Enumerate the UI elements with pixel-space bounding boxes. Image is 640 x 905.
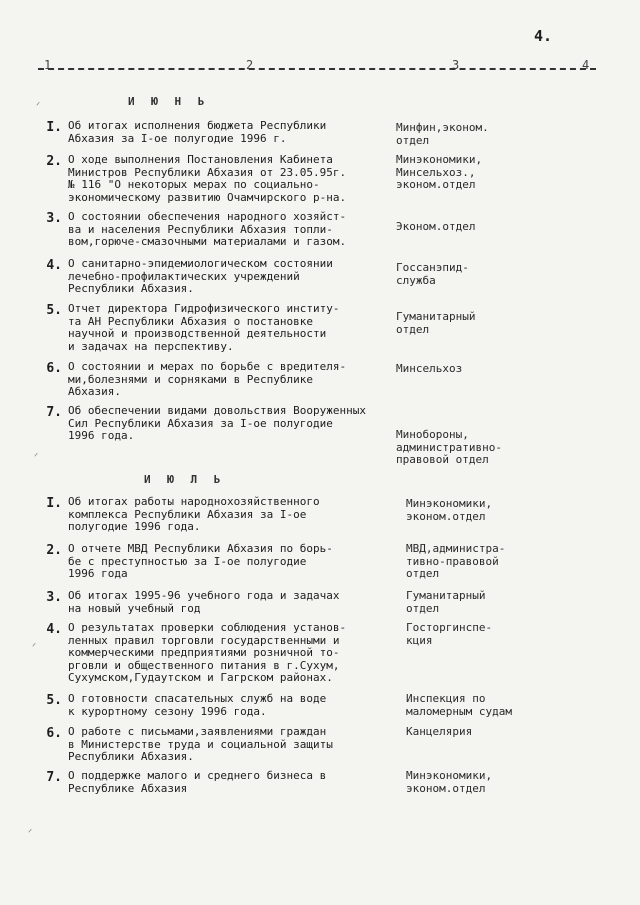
item-text: О санитарно-эпидемиологическом состоянии лечебно-профилактических учреждений Республики Абхазия. (68, 257, 333, 295)
scan-smudge: ᐟ (34, 452, 39, 463)
item-text: Об обеспечении видами довольствия Вооруженных Сил Республики Абхазия за I-ое полугодие 1996 года. (68, 404, 367, 442)
item-responsible: Канцелярия (406, 725, 473, 738)
item-number: 3. (46, 211, 62, 226)
item-number: 7. (46, 770, 62, 785)
column-numbers (42, 58, 594, 76)
item-text: Об итогах работы народнохозяйственного комплекса Республики Абхазия за I-ое полугодие 1996 года. (68, 495, 320, 533)
item-number: I. (46, 496, 62, 511)
item-text: Об итогах исполнения бюджета Республики Абхазия за I-ое полугодие 1996 г. (68, 119, 327, 145)
item-number: 5. (46, 693, 62, 708)
item-text: О результатах проверки соблюдения установ- ленных правил торговли государственными и коммерческими предприятиями розничной то- рговли и общественного питания в г.Сухум, Сухумском,Гудаутском и Гагрском районах. (68, 621, 347, 684)
month-heading: И Ю Н Ь (128, 95, 210, 108)
item-responsible: Гуманитарный отдел (406, 589, 486, 615)
item-responsible: Минобороны, административно- правовой отдел (396, 428, 502, 466)
item-number: 6. (46, 726, 62, 741)
scan-smudge: ᐟ (28, 828, 33, 839)
item-text: О состоянии обеспечения народного хозяйст- ва и населения Республики Абхазия топли- вом,горюче-смазочными материалами и газом. (68, 210, 347, 248)
column-number: 1 (44, 58, 52, 72)
column-number: 4 (582, 58, 590, 72)
item-number: 2. (46, 154, 62, 169)
item-number: 3. (46, 590, 62, 605)
item-responsible: Минфин,эконом. отдел (396, 121, 489, 147)
item-number: 6. (46, 361, 62, 376)
item-number: 4. (46, 622, 62, 637)
item-responsible: Инспекция по маломерным судам (406, 692, 512, 718)
page-number: 4. (534, 27, 553, 45)
item-number: 5. (46, 303, 62, 318)
item-text: О работе с письмами,заявлениями граждан в Министерстве труда и социальной защиты Республики Абхазия. (68, 725, 333, 763)
item-text: О ходе выполнения Постановления Кабинета Министров Республики Абхазия от 23.05.95г. № 116 "О некоторых мерах по социально- экономическому развитию Очамчирского р-на. (68, 153, 347, 204)
item-text: О отчете МВД Республики Абхазия по борь- бе с преступностью за I-ое полугодие 1996 года (68, 542, 333, 580)
item-text: О состоянии и мерах по борьбе с вредителя- ми,болезнями и сорняками в Республике Абхазия. (68, 360, 347, 398)
item-responsible: МВД,администра- тивно-правовой отдел (406, 542, 506, 580)
item-responsible: Минсельхоз (396, 362, 463, 375)
item-number: 7. (46, 405, 62, 420)
item-responsible: Госсанэпид- служба (396, 261, 469, 287)
item-responsible: Госторгинспе- кция (406, 621, 493, 647)
item-text: О готовности спасательных служб на воде к курортному сезону 1996 года. (68, 692, 327, 718)
item-number: 4. (46, 258, 62, 273)
item-text: Отчет директора Гидрофизического институ- та АН Республики Абхазия о постановке научной и производственной деятельности и задачах на перспективу. (68, 302, 340, 353)
item-responsible: Эконом.отдел (396, 220, 476, 233)
column-number: 2 (246, 58, 254, 72)
item-responsible: Гуманитарный отдел (396, 310, 476, 336)
header-rule (38, 68, 596, 70)
item-number: I. (46, 120, 62, 135)
item-text: Об итогах 1995-96 учебного года и задачах на новый учебный год (68, 589, 340, 615)
item-responsible: Минэкономики, Минсельхоз., эконом.отдел (396, 153, 483, 191)
item-responsible: Минэкономики, эконом.отдел (406, 497, 493, 523)
scan-smudge: ᐟ (32, 642, 37, 653)
item-number: 2. (46, 543, 62, 558)
item-responsible: Минэкономики, эконом.отдел (406, 769, 493, 795)
column-number: 3 (452, 58, 460, 72)
item-text: О поддержке малого и среднего бизнеса в Республике Абхазия (68, 769, 327, 795)
scan-smudge: ᐟ (36, 101, 41, 112)
month-heading: И Ю Л Ь (144, 473, 226, 486)
